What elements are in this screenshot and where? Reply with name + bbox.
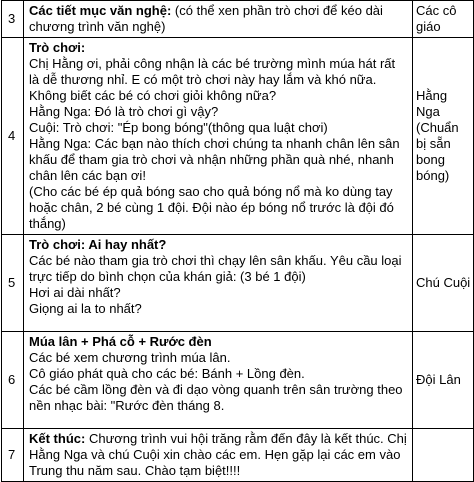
row-line: Cô giáo phát quà cho các bé: Bánh + Lồng đèn. [29, 366, 305, 381]
row-title: Trò chơi: [29, 40, 86, 55]
row-content [24, 1, 413, 38]
table-row [2, 429, 474, 482]
row-line: Các bé nào tham gia trò chơi thì chạy lên sân khấu. Yêu cầu loại trực tiếp do bình chọn của khán giả: (3 bé 1 đội) [29, 253, 402, 284]
row-line: Các bé cầm lồng đèn và đi dạo vòng quanh trên sân trường theo nền nhạc bài: "Rước đèn tháng 8. [29, 382, 403, 413]
row-assignee: Các cô giáo [413, 1, 474, 38]
row-line: Các bé xem chương trình múa lân. [29, 350, 231, 365]
row-content [24, 332, 413, 429]
row-content [24, 429, 413, 482]
row-title: Múa lân + Phá cỗ + Rước đèn [29, 334, 212, 349]
program-table [1, 0, 474, 482]
row-number: 4 [2, 38, 24, 235]
row-line: Hơi ai dài nhất? [29, 285, 121, 300]
row-title: Kết thúc: [29, 431, 86, 446]
row-number: 5 [2, 235, 24, 332]
row-assignee: Hằng Nga (Chuẩn bị sẵn bong bóng) [413, 38, 474, 235]
table-row [2, 332, 474, 429]
row-line: (Cho các bé ép quả bóng sao cho quả bóng nổ mà ko dùng tay hoặc chân, 2 bé cùng 1 đội. Đội nào ép bóng nổ trước là đội đó thắng) [29, 184, 394, 231]
row-assignee: Đội Lân [413, 332, 474, 429]
row-title-suffix: Chương trình vui hội trăng rằm đến đây là kết thúc. Chị Hằng Nga và chú Cuội xin chào các em. Hẹn gặp lại các em vào Trung thu năm sau. Chào tạm biệt!!!! [29, 431, 407, 478]
row-assignee [413, 429, 474, 482]
row-line: Hằng Nga: Các bạn nào thích chơi chúng ta nhanh chân lên sân khấu để tham gia trò chơi và nhận những phần quà nhé, nhanh chân lên các bạn ơi! [29, 136, 400, 183]
row-title: Các tiết mục văn nghệ: [29, 3, 172, 18]
table-row [2, 1, 474, 38]
row-line: Hằng Nga: Đó là trò chơi gì vậy? [29, 104, 219, 119]
row-content [24, 38, 413, 235]
row-line: Cuội: Trò chơi: "Ép bong bóng"(thông qua luật chơi) [29, 120, 328, 135]
row-line: Giọng ai la to nhất? [29, 301, 142, 316]
row-number: 7 [2, 429, 24, 482]
row-line: Chị Hằng ơi, phải công nhận là các bé trường mình múa hát rất là dễ thương nhỉ. E có một trò chơi này hay lắm và khó nữa. Không biết các bé có chơi giỏi không nữa? [29, 56, 396, 103]
row-title-suffix: (có thể xen phần trò chơi để kéo dài chương trình văn nghệ) [29, 3, 383, 34]
table-row [2, 38, 474, 235]
row-title: Trò chơi: Ai hay nhất? [29, 237, 167, 252]
row-content [24, 235, 413, 332]
row-number: 6 [2, 332, 24, 429]
row-number: 3 [2, 1, 24, 38]
table-row [2, 235, 474, 332]
row-assignee: Chú Cuội [413, 235, 474, 332]
